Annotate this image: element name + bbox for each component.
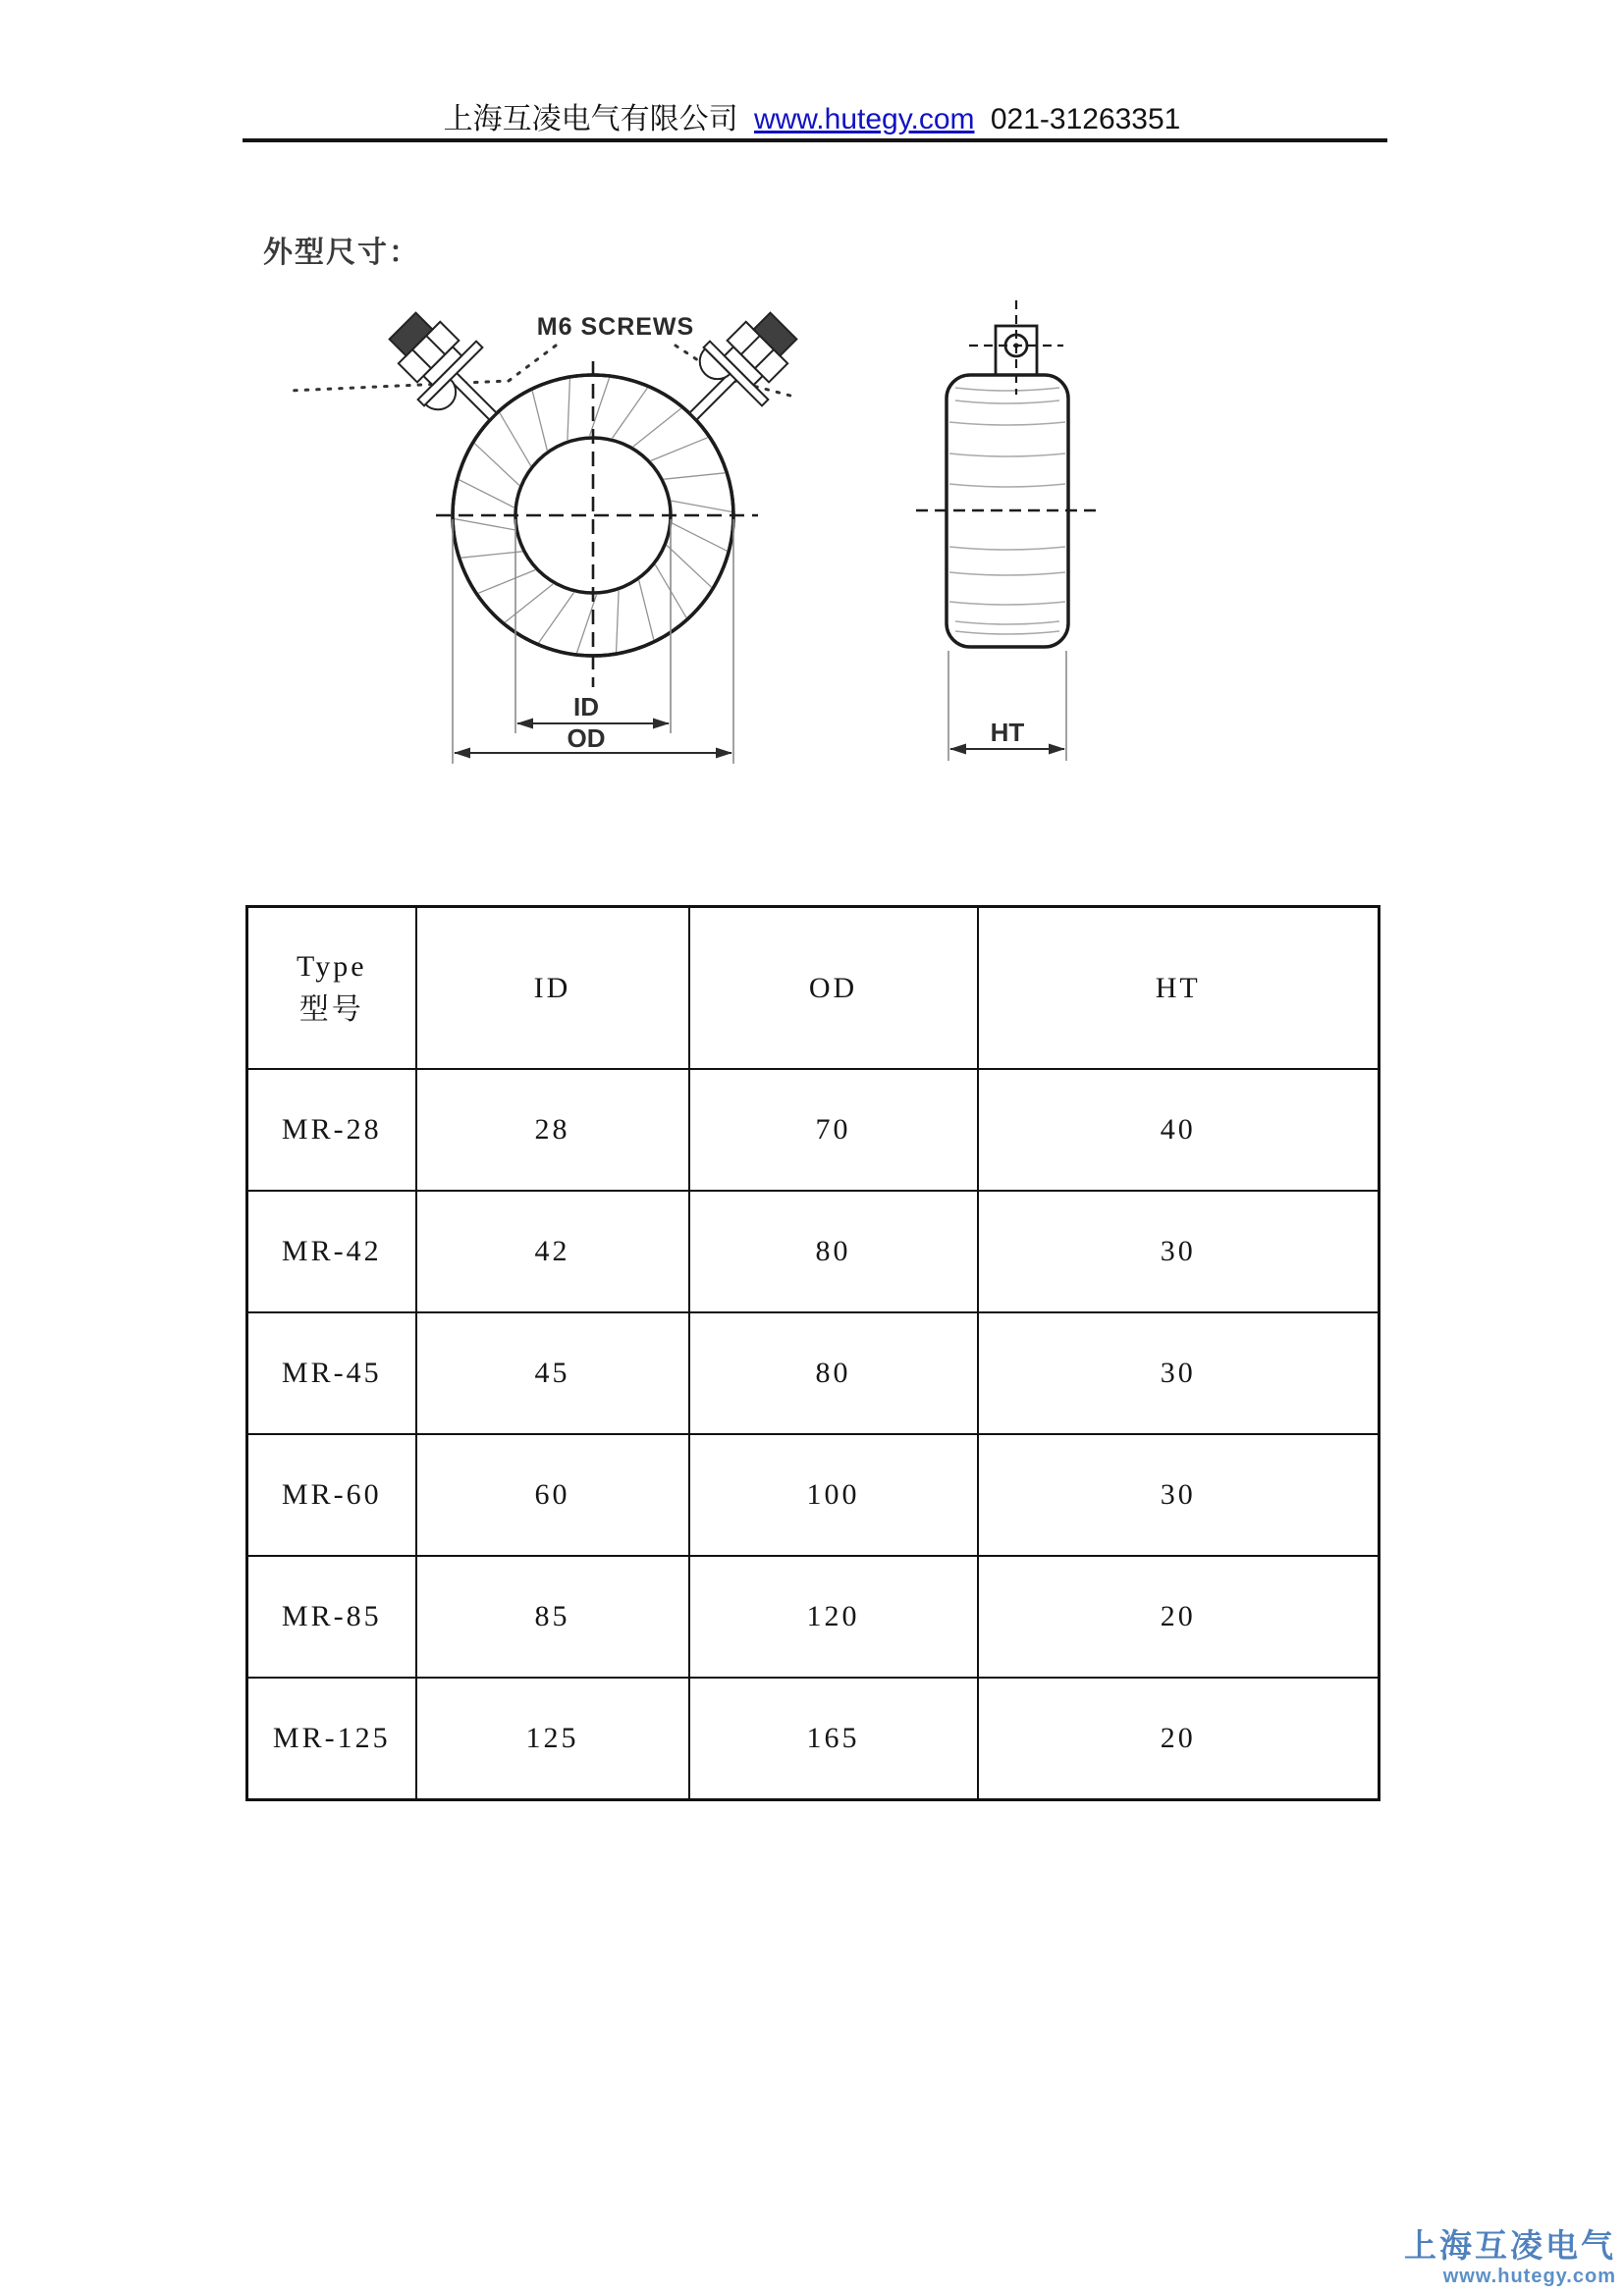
cell-type: MR-85 [247, 1556, 416, 1678]
ht-dimension-label: HT [990, 718, 1025, 747]
header-cell-ht: HT [978, 907, 1380, 1070]
cell-id: 42 [416, 1191, 689, 1312]
cell-type: MR-60 [247, 1434, 416, 1556]
cell-ht: 20 [978, 1556, 1380, 1678]
footer-brand: 上海互凌电气 [1404, 2227, 1616, 2264]
cell-id: 85 [416, 1556, 689, 1678]
cell-id: 125 [416, 1678, 689, 1800]
cell-ht: 30 [978, 1434, 1380, 1556]
cell-od: 120 [689, 1556, 978, 1678]
side-view [916, 300, 1101, 761]
od-dimension-label: OD [567, 723, 606, 753]
footer-logo [1404, 2228, 1616, 2287]
header-phone: 021-31263351 [990, 103, 1181, 135]
header-type-zh: 型号 [298, 992, 364, 1026]
cell-type: MR-45 [247, 1312, 416, 1434]
section-title: 外型尺寸： [263, 237, 420, 269]
table-row [247, 1069, 1380, 1191]
table-row [247, 1434, 1380, 1556]
header-company: 上海互凌电气有限公司 [443, 103, 738, 135]
dimension-diagram [236, 275, 1159, 785]
cell-od: 100 [689, 1434, 978, 1556]
cell-od: 165 [689, 1678, 978, 1800]
cell-type: MR-28 [247, 1069, 416, 1191]
header-cell-type [247, 907, 416, 1070]
cell-od: 80 [689, 1312, 978, 1434]
header-cell-od: OD [689, 907, 978, 1070]
header-type-en: Type [296, 950, 367, 983]
cell-ht: 30 [978, 1312, 1380, 1434]
cell-ht: 20 [978, 1678, 1380, 1800]
ht-dimension [948, 651, 1066, 761]
front-view [290, 296, 813, 764]
table-row [247, 1191, 1380, 1312]
header-cell-id: ID [416, 907, 689, 1070]
cell-ht: 30 [978, 1191, 1380, 1312]
id-dimension-label: ID [573, 692, 599, 721]
page-header [0, 94, 1624, 137]
cell-id: 28 [416, 1069, 689, 1191]
cell-ht: 40 [978, 1069, 1380, 1191]
table-row [247, 1678, 1380, 1800]
footer-url: www.hutegy.com [1442, 2266, 1616, 2288]
table-row [247, 1312, 1380, 1434]
cell-type: MR-125 [247, 1678, 416, 1800]
dimensions-table [245, 905, 1380, 1801]
cell-type: MR-42 [247, 1191, 416, 1312]
header-rule [243, 138, 1387, 142]
cell-od: 70 [689, 1069, 978, 1191]
cell-id: 45 [416, 1312, 689, 1434]
table-row [247, 1556, 1380, 1678]
table-header-row [247, 907, 1380, 1070]
m6-screws-label: M6 SCREWS [536, 313, 695, 341]
cell-od: 80 [689, 1191, 978, 1312]
cell-id: 60 [416, 1434, 689, 1556]
header-link[interactable]: www.hutegy.com [753, 103, 975, 135]
